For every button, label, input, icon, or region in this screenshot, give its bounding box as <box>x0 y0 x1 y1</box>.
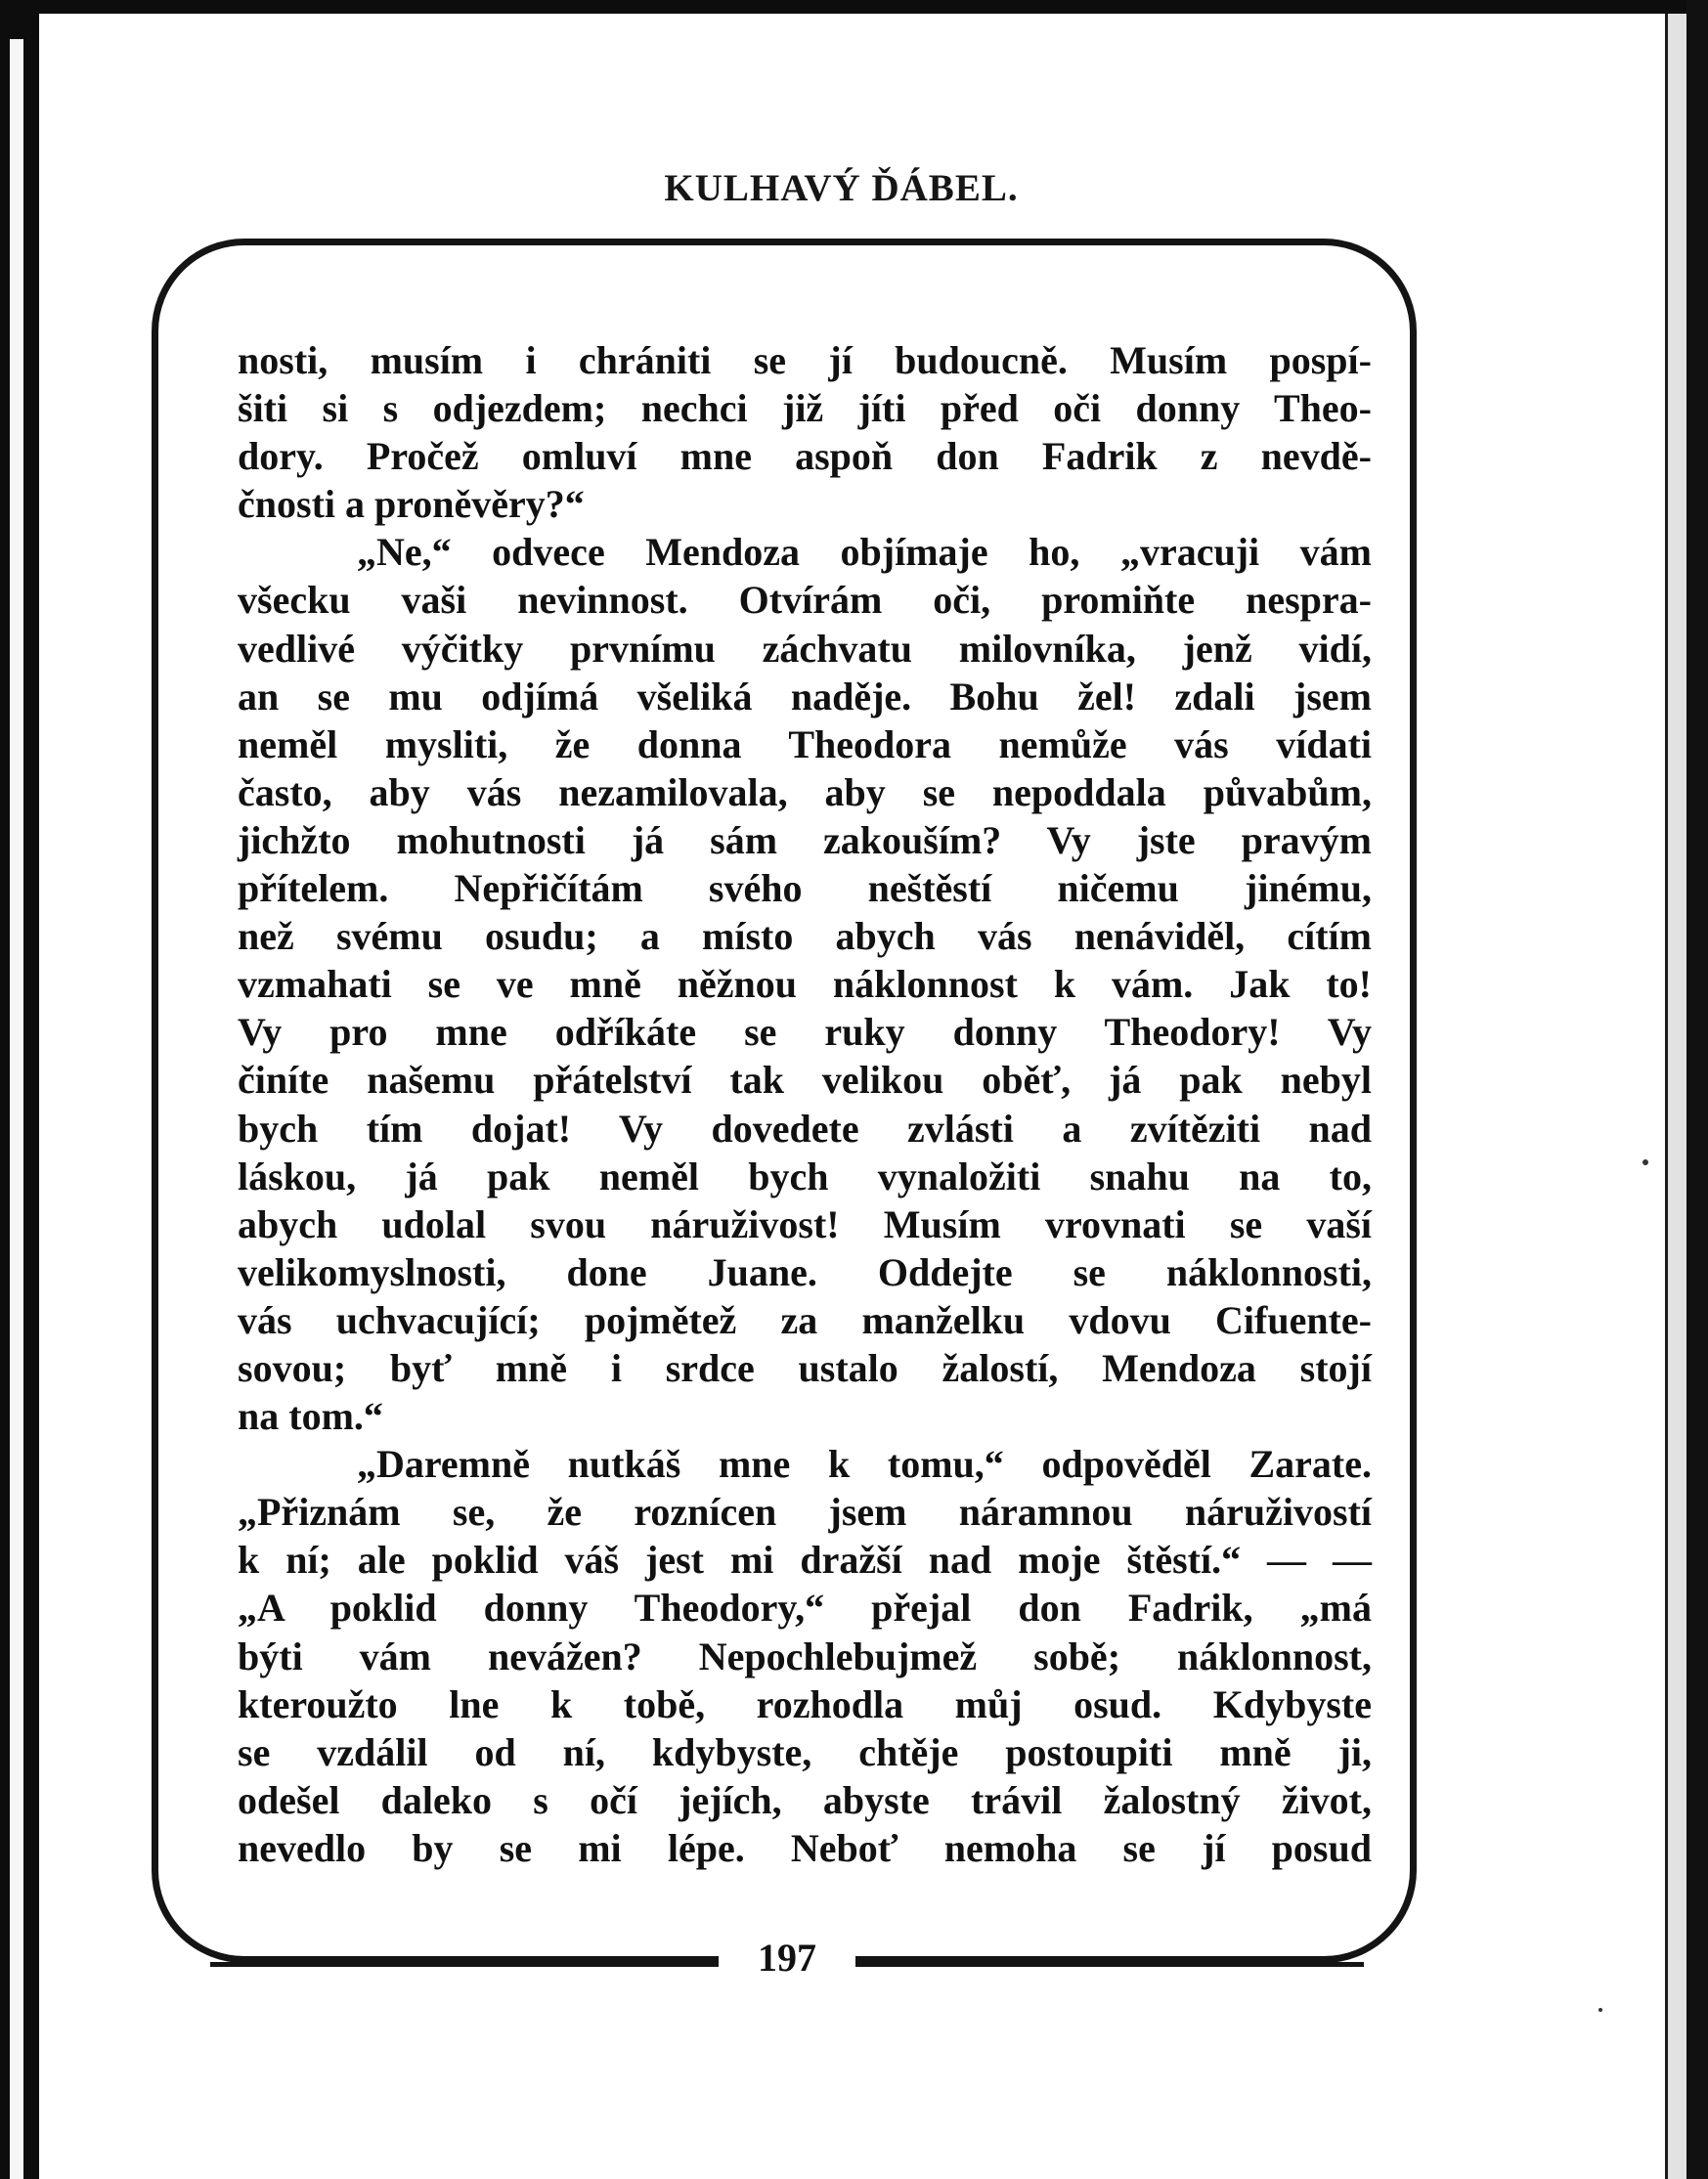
text-line: často, aby vás nezamilovala, aby se nepoddala půvabům, <box>238 769 1372 814</box>
text-line: Vy pro mne odříkáte se ruky donny Theodory! Vy <box>238 1010 1372 1055</box>
scan-speck <box>1642 1159 1648 1165</box>
folio-rule-left <box>210 1962 719 1967</box>
text-line: nosti, musím i chrániti se jí budoucně. Musím pospí- <box>238 338 1372 382</box>
text-line: než svému osudu; a místo abych vás nenáviděl, cítím <box>238 914 1372 959</box>
text-line: neměl mysliti, že donna Theodora nemůže vás vídati <box>238 721 1372 766</box>
text-line: „A poklid donny Theodory,“ přejal don Fadrik, „má <box>238 1586 1372 1631</box>
folio-rule-right <box>855 1962 1364 1967</box>
text-line: šiti si s odjezdem; nechci již jíti před oči donny Theo- <box>238 386 1372 431</box>
folio <box>152 1925 1417 2003</box>
text-line: přítelem. Nepřičítám svého neštěstí ničemu jinému, <box>238 866 1372 911</box>
text-line: kteroužto lne k tobě, rozhodla můj osud. Kdybyste <box>238 1681 1372 1726</box>
text-line: vedlivé výčitky prvnímu záchvatu milovníka, jenž vidí, <box>238 626 1372 671</box>
page-number: 197 <box>719 1935 855 1981</box>
page-gutter-right <box>1665 14 1686 2179</box>
text-line: láskou, já pak neměl bych vynaložiti snahu na to, <box>238 1154 1372 1198</box>
text-line: dory. Pročež omluví mne aspoň don Fadrik z nevdě- <box>238 434 1372 479</box>
scan-edge-top <box>0 0 1708 14</box>
scan-speck <box>1599 2008 1602 2012</box>
text-line: abych udolal svou náruživost! Musím vrovnati se vaší <box>238 1201 1372 1246</box>
text-line: se vzdálil od ní, kdybyste, chtěje postoupiti mně ji, <box>238 1729 1372 1774</box>
body-text <box>238 336 1372 1872</box>
running-head: KULHAVÝ ĎÁBEL. <box>664 167 1019 209</box>
text-line: bych tím dojat! Vy dovedete zvlásti a zvítěziti nad <box>238 1106 1372 1151</box>
text-line: všecku vaši nevinnost. Otvírám oči, promiňte nespra- <box>238 578 1372 623</box>
text-line: sovou; byť mně i srdce ustalo žalostí, Mendoza stojí <box>238 1345 1372 1390</box>
scan-edge-right <box>1686 0 1708 2179</box>
text-line: odešel daleko s očí jejích, abyste trávil žalostný život, <box>238 1777 1372 1822</box>
text-line: k ní; ale poklid váš jest mi dražší nad moje štěstí.“ — — <box>238 1538 1372 1583</box>
text-line: vás uchvacující; pojmětež za manželku vdovu Cifuente- <box>238 1297 1372 1342</box>
text-line: „Ne,“ odvece Mendoza objímaje ho, „vracuji vám <box>357 530 1372 575</box>
scan-edge-left-strip <box>10 39 23 2179</box>
text-line: nevedlo by se mi lépe. Neboť nemoha se jí posud <box>238 1825 1372 1870</box>
book-page <box>39 14 1643 2179</box>
text-line: činíte našemu přátelství tak velikou oběť, já pak nebyl <box>238 1058 1372 1103</box>
text-line: čnosti a proněvěry?“ <box>238 482 585 527</box>
text-line: jichžto mohutnosti já sám zakouším? Vy jste pravým <box>238 817 1372 862</box>
text-line: býti vám nevážen? Nepochlebujmež sobě; náklonnost, <box>238 1634 1372 1678</box>
text-line: „Daremně nutkáš mne k tomu,“ odpověděl Zarate. <box>357 1442 1372 1487</box>
text-line: „Přiznám se, že roznícen jsem náramnou náruživostí <box>238 1490 1372 1535</box>
text-line: an se mu odjímá všeliká naděje. Bohu žel! zdali jsem <box>238 674 1372 719</box>
text-line: vzmahati se ve mně něžnou náklonnost k vám. Jak to! <box>238 962 1372 1007</box>
text-line: na tom.“ <box>238 1394 383 1439</box>
text-line: velikomyslnosti, done Juane. Oddejte se náklonnosti, <box>238 1249 1372 1294</box>
